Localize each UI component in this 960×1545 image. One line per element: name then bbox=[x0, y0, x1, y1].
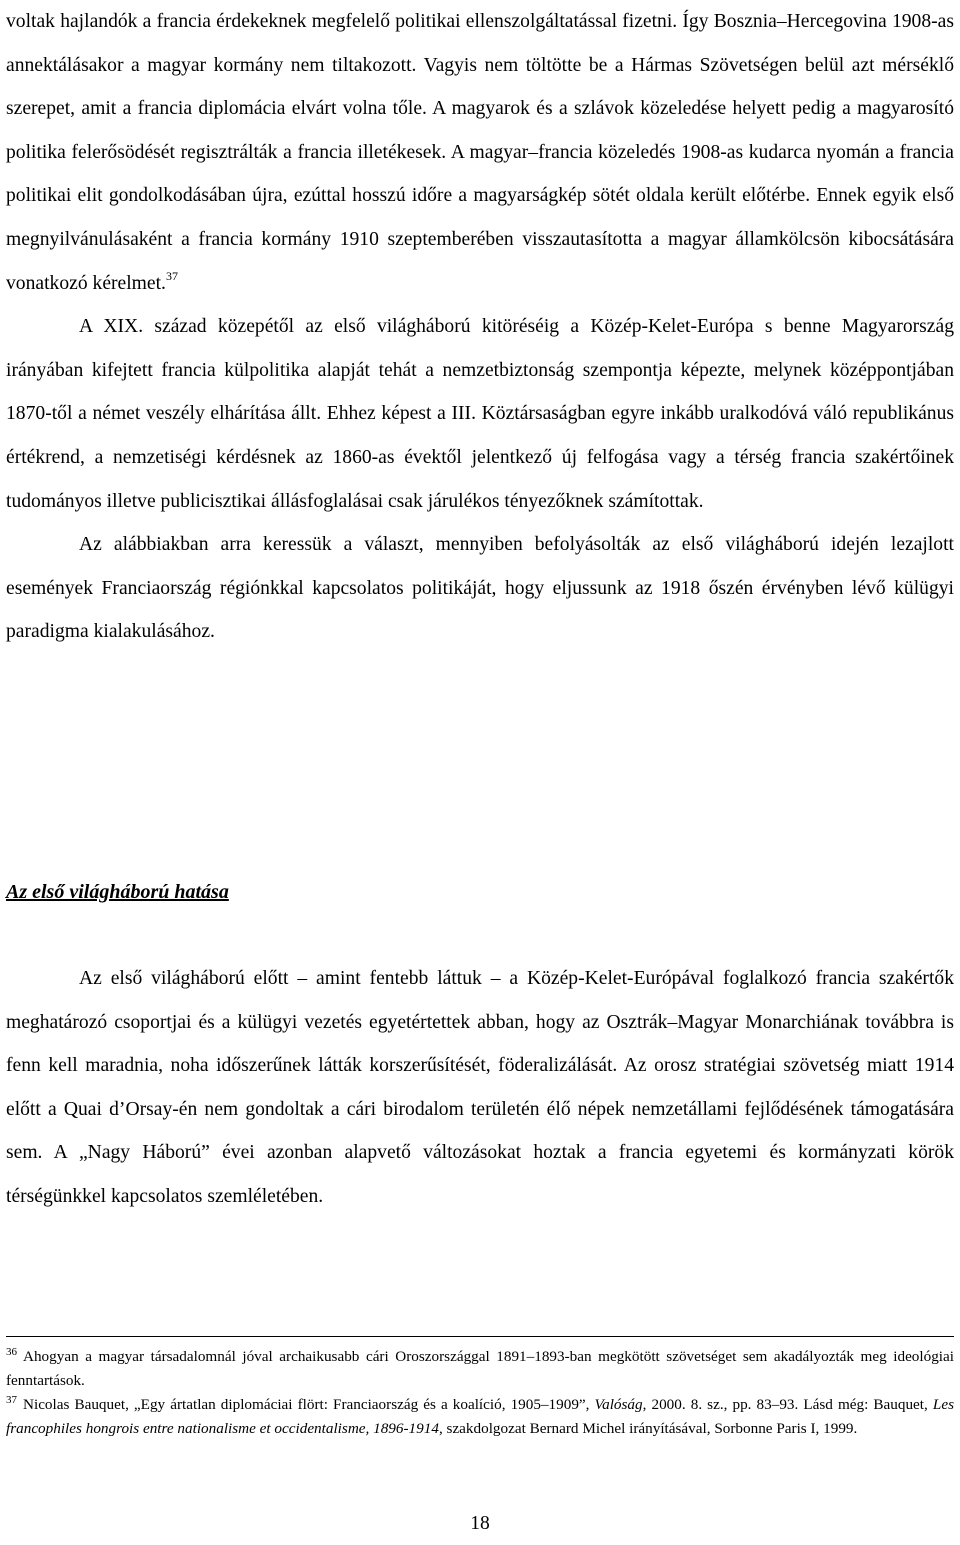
footnote-divider bbox=[6, 1336, 954, 1337]
footnote-ref-37[interactable]: 37 bbox=[165, 268, 178, 283]
body-text bbox=[6, 0, 954, 654]
footnote-number: 37 bbox=[6, 1394, 17, 1406]
section-heading: Az első világháború hatása bbox=[6, 881, 229, 903]
footnote-text-part: Nicolas Bauquet, „Egy ártatlan diplomáciai flört: Franciaország és a koalíció, 1905–1909”, bbox=[23, 1396, 595, 1413]
paragraph-3: Az alábbiakban arra keressük a választ, mennyiben befolyásolták az első világháború idején lezajlott események Franciaország régiónkkal kapcsolatos politikáját, hogy eljussunk az 1918 őszén érvényben lévő külügyi paradigma kialakulásához. bbox=[6, 534, 954, 643]
footnote-37 bbox=[6, 1393, 954, 1441]
footnote-text: Ahogyan a magyar társadalomnál jóval archaikusabb cári Oroszországgal 1891–1893-ban megkötött szövetséget sem akadályozták meg ideológiai fenntartások. bbox=[6, 1348, 954, 1389]
footnote-text-part: , szakdolgozat Bernard Michel irányításával, Sorbonne Paris I, 1999. bbox=[438, 1420, 858, 1437]
paragraph-1 bbox=[6, 0, 954, 305]
footnote-number: 36 bbox=[6, 1346, 17, 1358]
paragraph-1-text: voltak hajlandók a francia érdekeknek megfelelő politikai ellenszolgáltatással fizetni. Így Bosznia–Hercegovina 1908-as annektálásakor a magyar kormány nem tiltakozott. Vagyis nem töltötte be a Hármas Szövetségen belül azt mérséklő szerepet, amit a francia diplomácia elvárt volna tőle. A magyarok és a szlávok közeledése helyett pedig a magyarosító politika felerősödését regisztrálták a francia illetékesek. A magyar–francia közeledés 1908-as kudarca nyomán a francia politikai elit gondolkodásában újra, ezúttal hosszú időre a magyarságkép sötét oldala került előtérbe. Ennek egyik első megnyilvánulásaként a francia kormány 1910 szeptemberében visszautasította a magyar államkölcsön kibocsátására vonatkozó kérelmet. bbox=[6, 11, 954, 294]
footnote-36 bbox=[6, 1345, 954, 1393]
section-paragraph: Az első világháború előtt – amint fentebb láttuk – a Közép-Kelet-Európával foglalkozó francia szakértők meghatározó csoportjai és a külügyi vezetés egyetértettek abban, hogy az Osztrák–Magyar Monarchiának továbbra is fenn kell maradnia, noha időszerűnek látták korszerűsítését, föderalizálását. Az orosz stratégiai szövetség miatt 1914 előtt a Quai d’Orsay-én nem gondoltak a cári birodalom területén élő népek nemzetállami fejlődésének támogatására sem. A „Nagy Háború” évei azonban alapvető változásokat hoztak a francia egyetemi és kormányzati körök térségünkkel kapcsolatos szemléletében. bbox=[6, 968, 954, 1207]
page-number: 18 bbox=[470, 1513, 490, 1534]
section-block bbox=[6, 872, 954, 1219]
thesis-title: Les francophiles hongrois entre nationalisme et occidentalisme, 1896-1914 bbox=[6, 1396, 954, 1437]
journal-title: Valóság bbox=[594, 1396, 643, 1413]
document-page bbox=[6, 0, 954, 1534]
paragraph-2: A XIX. század közepétől az első világháború kitöréséig a Közép-Kelet-Európa s benne Magyarország irányában kifejtett francia külpolitika alapját tehát a nemzetbiztonság szempontja képezte, melynek középpontjában 1870-től a német veszély elhárítása állt. Ehhez képest a III. Köztársaságban egyre inkább uralkodóvá váló republikánus értékrend, a nemzetiségi kérdésnek az 1860-as évektől jelentkező új felfogása vagy a térség francia szakértőinek tudományos illetve publicisztikai állásfoglalásai csak járulékos tényezőknek számítottak. bbox=[6, 316, 954, 512]
footnotes bbox=[6, 1345, 954, 1441]
footnote-text-part: , 2000. 8. sz., pp. 83–93. Lásd még: Bauquet, bbox=[642, 1396, 933, 1413]
